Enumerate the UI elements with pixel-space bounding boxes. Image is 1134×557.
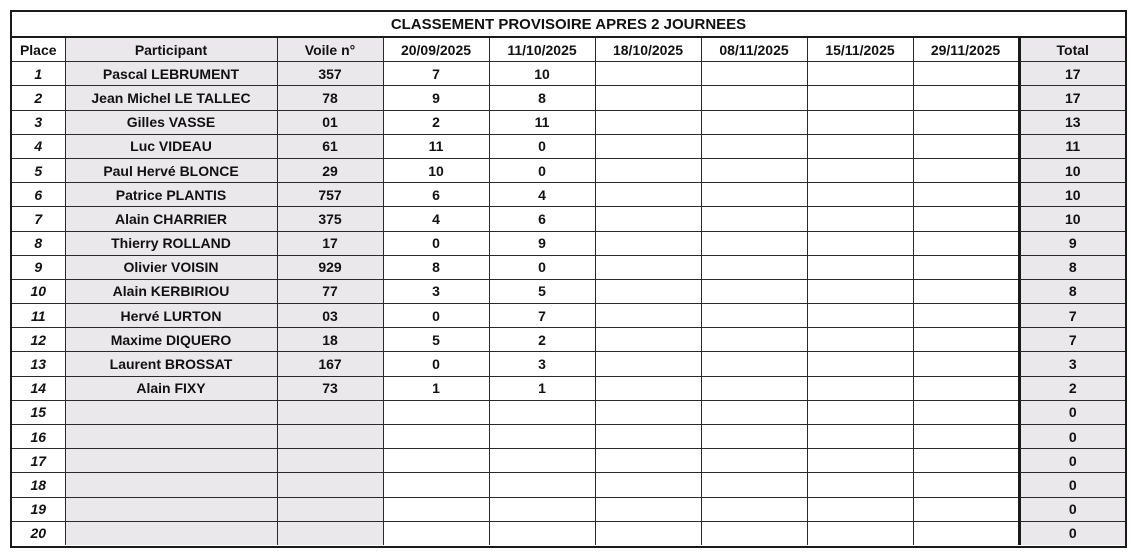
participant-cell: Thierry ROLLAND xyxy=(65,231,277,255)
total-cell: 9 xyxy=(1019,231,1125,255)
score-cell-date-1 xyxy=(383,521,489,545)
total-cell: 0 xyxy=(1019,473,1125,497)
score-cell-date-6 xyxy=(913,134,1019,158)
score-cell-date-2: 2 xyxy=(489,328,595,352)
score-cell-date-4 xyxy=(701,425,807,449)
score-cell-date-2: 4 xyxy=(489,183,595,207)
voile-cell: 757 xyxy=(277,183,383,207)
header-row xyxy=(12,38,1125,62)
score-cell-date-2 xyxy=(489,497,595,521)
table-row xyxy=(12,425,1125,449)
score-cell-date-1 xyxy=(383,425,489,449)
score-cell-date-1: 4 xyxy=(383,207,489,231)
voile-cell xyxy=(277,425,383,449)
place-cell: 8 xyxy=(12,231,65,255)
score-cell-date-1: 5 xyxy=(383,328,489,352)
score-cell-date-1: 11 xyxy=(383,134,489,158)
participant-cell xyxy=(65,521,277,545)
participant-cell: Paul Hervé BLONCE xyxy=(65,158,277,182)
score-cell-date-4 xyxy=(701,449,807,473)
score-cell-date-6 xyxy=(913,376,1019,400)
score-cell-date-3 xyxy=(595,304,701,328)
score-cell-date-6 xyxy=(913,400,1019,424)
score-cell-date-2: 0 xyxy=(489,158,595,182)
score-cell-date-4 xyxy=(701,255,807,279)
score-cell-date-4 xyxy=(701,328,807,352)
score-cell-date-6 xyxy=(913,86,1019,110)
place-cell: 9 xyxy=(12,255,65,279)
score-cell-date-2 xyxy=(489,449,595,473)
score-cell-date-3 xyxy=(595,521,701,545)
place-cell: 20 xyxy=(12,521,65,545)
table-row xyxy=(12,473,1125,497)
standings-sheet xyxy=(10,10,1127,548)
header-date-6: 29/11/2025 xyxy=(913,38,1019,62)
table-row xyxy=(12,86,1125,110)
total-cell: 13 xyxy=(1019,110,1125,134)
score-cell-date-1: 8 xyxy=(383,255,489,279)
score-cell-date-6 xyxy=(913,328,1019,352)
voile-cell xyxy=(277,400,383,424)
score-cell-date-1 xyxy=(383,400,489,424)
place-cell: 16 xyxy=(12,425,65,449)
place-cell: 12 xyxy=(12,328,65,352)
total-cell: 17 xyxy=(1019,86,1125,110)
score-cell-date-4 xyxy=(701,183,807,207)
participant-cell: Olivier VOISIN xyxy=(65,255,277,279)
table-row xyxy=(12,134,1125,158)
score-cell-date-5 xyxy=(807,158,913,182)
score-cell-date-5 xyxy=(807,134,913,158)
score-cell-date-3 xyxy=(595,352,701,376)
score-cell-date-5 xyxy=(807,449,913,473)
score-cell-date-4 xyxy=(701,231,807,255)
score-cell-date-2: 7 xyxy=(489,304,595,328)
score-cell-date-4 xyxy=(701,376,807,400)
total-cell: 10 xyxy=(1019,183,1125,207)
score-cell-date-5 xyxy=(807,183,913,207)
place-cell: 1 xyxy=(12,62,65,86)
total-cell: 0 xyxy=(1019,449,1125,473)
score-cell-date-6 xyxy=(913,473,1019,497)
total-cell: 0 xyxy=(1019,400,1125,424)
voile-cell: 18 xyxy=(277,328,383,352)
score-cell-date-3 xyxy=(595,231,701,255)
score-cell-date-5 xyxy=(807,497,913,521)
score-cell-date-3 xyxy=(595,207,701,231)
score-cell-date-2 xyxy=(489,425,595,449)
score-cell-date-5 xyxy=(807,328,913,352)
header-date-1: 20/09/2025 xyxy=(383,38,489,62)
participant-cell: Patrice PLANTIS xyxy=(65,183,277,207)
score-cell-date-6 xyxy=(913,304,1019,328)
score-cell-date-4 xyxy=(701,62,807,86)
voile-cell: 375 xyxy=(277,207,383,231)
participant-cell: Jean Michel LE TALLEC xyxy=(65,86,277,110)
table-row xyxy=(12,497,1125,521)
score-cell-date-5 xyxy=(807,425,913,449)
score-cell-date-3 xyxy=(595,425,701,449)
score-cell-date-1 xyxy=(383,497,489,521)
score-cell-date-1: 2 xyxy=(383,110,489,134)
header-place: Place xyxy=(12,38,65,62)
total-cell: 11 xyxy=(1019,134,1125,158)
score-cell-date-5 xyxy=(807,110,913,134)
voile-cell: 61 xyxy=(277,134,383,158)
score-cell-date-4 xyxy=(701,352,807,376)
score-cell-date-2 xyxy=(489,521,595,545)
sheet-title: CLASSEMENT PROVISOIRE APRES 2 JOURNEES xyxy=(12,12,1125,38)
voile-cell: 03 xyxy=(277,304,383,328)
score-cell-date-5 xyxy=(807,376,913,400)
participant-cell: Pascal LEBRUMENT xyxy=(65,62,277,86)
score-cell-date-3 xyxy=(595,376,701,400)
score-cell-date-5 xyxy=(807,207,913,231)
score-cell-date-4 xyxy=(701,134,807,158)
score-cell-date-4 xyxy=(701,473,807,497)
table-row xyxy=(12,231,1125,255)
participant-cell xyxy=(65,449,277,473)
score-cell-date-6 xyxy=(913,255,1019,279)
score-cell-date-4 xyxy=(701,497,807,521)
voile-cell: 929 xyxy=(277,255,383,279)
score-cell-date-1 xyxy=(383,473,489,497)
place-cell: 15 xyxy=(12,400,65,424)
total-cell: 8 xyxy=(1019,255,1125,279)
table-row xyxy=(12,110,1125,134)
score-cell-date-6 xyxy=(913,521,1019,545)
score-cell-date-2: 9 xyxy=(489,231,595,255)
total-cell: 0 xyxy=(1019,521,1125,545)
table-row xyxy=(12,207,1125,231)
place-cell: 7 xyxy=(12,207,65,231)
score-cell-date-1: 6 xyxy=(383,183,489,207)
score-cell-date-4 xyxy=(701,207,807,231)
score-cell-date-6 xyxy=(913,110,1019,134)
score-cell-date-4 xyxy=(701,86,807,110)
score-cell-date-6 xyxy=(913,207,1019,231)
participant-cell: Luc VIDEAU xyxy=(65,134,277,158)
standings-table xyxy=(12,38,1125,545)
total-cell: 17 xyxy=(1019,62,1125,86)
participant-cell xyxy=(65,400,277,424)
voile-cell: 29 xyxy=(277,158,383,182)
score-cell-date-6 xyxy=(913,183,1019,207)
total-cell: 8 xyxy=(1019,279,1125,303)
score-cell-date-4 xyxy=(701,400,807,424)
header-date-4: 08/11/2025 xyxy=(701,38,807,62)
total-cell: 7 xyxy=(1019,328,1125,352)
score-cell-date-5 xyxy=(807,400,913,424)
score-cell-date-3 xyxy=(595,279,701,303)
score-cell-date-2: 6 xyxy=(489,207,595,231)
score-cell-date-4 xyxy=(701,304,807,328)
header-date-2: 11/10/2025 xyxy=(489,38,595,62)
score-cell-date-3 xyxy=(595,255,701,279)
score-cell-date-2: 8 xyxy=(489,86,595,110)
place-cell: 4 xyxy=(12,134,65,158)
score-cell-date-2: 10 xyxy=(489,62,595,86)
score-cell-date-1 xyxy=(383,449,489,473)
total-cell: 2 xyxy=(1019,376,1125,400)
voile-cell xyxy=(277,473,383,497)
score-cell-date-6 xyxy=(913,449,1019,473)
score-cell-date-4 xyxy=(701,158,807,182)
place-cell: 18 xyxy=(12,473,65,497)
total-cell: 0 xyxy=(1019,425,1125,449)
score-cell-date-3 xyxy=(595,110,701,134)
score-cell-date-2: 0 xyxy=(489,134,595,158)
participant-cell xyxy=(65,425,277,449)
score-cell-date-5 xyxy=(807,255,913,279)
score-cell-date-6 xyxy=(913,352,1019,376)
score-cell-date-5 xyxy=(807,352,913,376)
score-cell-date-4 xyxy=(701,521,807,545)
participant-cell: Maxime DIQUERO xyxy=(65,328,277,352)
header-participant: Participant xyxy=(65,38,277,62)
score-cell-date-3 xyxy=(595,497,701,521)
score-cell-date-3 xyxy=(595,473,701,497)
score-cell-date-3 xyxy=(595,86,701,110)
place-cell: 10 xyxy=(12,279,65,303)
score-cell-date-3 xyxy=(595,449,701,473)
score-cell-date-1: 0 xyxy=(383,352,489,376)
score-cell-date-5 xyxy=(807,62,913,86)
score-cell-date-5 xyxy=(807,86,913,110)
voile-cell xyxy=(277,497,383,521)
score-cell-date-1: 10 xyxy=(383,158,489,182)
score-cell-date-1: 9 xyxy=(383,86,489,110)
score-cell-date-1: 7 xyxy=(383,62,489,86)
place-cell: 19 xyxy=(12,497,65,521)
header-total: Total xyxy=(1019,38,1125,62)
table-row xyxy=(12,158,1125,182)
header-date-3: 18/10/2025 xyxy=(595,38,701,62)
total-cell: 3 xyxy=(1019,352,1125,376)
score-cell-date-1: 1 xyxy=(383,376,489,400)
participant-cell xyxy=(65,497,277,521)
place-cell: 2 xyxy=(12,86,65,110)
score-cell-date-1: 0 xyxy=(383,231,489,255)
total-cell: 0 xyxy=(1019,497,1125,521)
score-cell-date-5 xyxy=(807,473,913,497)
participant-cell: Gilles VASSE xyxy=(65,110,277,134)
voile-cell: 357 xyxy=(277,62,383,86)
score-cell-date-2: 0 xyxy=(489,255,595,279)
score-cell-date-2 xyxy=(489,400,595,424)
place-cell: 5 xyxy=(12,158,65,182)
voile-cell: 78 xyxy=(277,86,383,110)
voile-cell: 17 xyxy=(277,231,383,255)
participant-cell: Alain FIXY xyxy=(65,376,277,400)
score-cell-date-4 xyxy=(701,279,807,303)
participant-cell: Alain KERBIRIOU xyxy=(65,279,277,303)
table-row xyxy=(12,279,1125,303)
score-cell-date-2: 1 xyxy=(489,376,595,400)
header-date-5: 15/11/2025 xyxy=(807,38,913,62)
total-cell: 10 xyxy=(1019,207,1125,231)
voile-cell: 167 xyxy=(277,352,383,376)
voile-cell: 01 xyxy=(277,110,383,134)
score-cell-date-3 xyxy=(595,158,701,182)
score-cell-date-5 xyxy=(807,279,913,303)
place-cell: 3 xyxy=(12,110,65,134)
table-row xyxy=(12,376,1125,400)
score-cell-date-6 xyxy=(913,425,1019,449)
place-cell: 6 xyxy=(12,183,65,207)
score-cell-date-5 xyxy=(807,304,913,328)
score-cell-date-6 xyxy=(913,497,1019,521)
table-row xyxy=(12,255,1125,279)
place-cell: 14 xyxy=(12,376,65,400)
score-cell-date-3 xyxy=(595,400,701,424)
participant-cell: Laurent BROSSAT xyxy=(65,352,277,376)
score-cell-date-4 xyxy=(701,110,807,134)
table-row xyxy=(12,400,1125,424)
header-voile: Voile n° xyxy=(277,38,383,62)
score-cell-date-1: 0 xyxy=(383,304,489,328)
table-row xyxy=(12,352,1125,376)
score-cell-date-2 xyxy=(489,473,595,497)
place-cell: 17 xyxy=(12,449,65,473)
score-cell-date-3 xyxy=(595,328,701,352)
participant-cell xyxy=(65,473,277,497)
table-row xyxy=(12,62,1125,86)
score-cell-date-3 xyxy=(595,134,701,158)
score-cell-date-6 xyxy=(913,279,1019,303)
table-row xyxy=(12,449,1125,473)
participant-cell: Hervé LURTON xyxy=(65,304,277,328)
table-row xyxy=(12,328,1125,352)
score-cell-date-1: 3 xyxy=(383,279,489,303)
participant-cell: Alain CHARRIER xyxy=(65,207,277,231)
score-cell-date-2: 11 xyxy=(489,110,595,134)
place-cell: 11 xyxy=(12,304,65,328)
score-cell-date-5 xyxy=(807,521,913,545)
score-cell-date-6 xyxy=(913,158,1019,182)
score-cell-date-2: 3 xyxy=(489,352,595,376)
voile-cell: 77 xyxy=(277,279,383,303)
table-row xyxy=(12,521,1125,545)
voile-cell xyxy=(277,521,383,545)
score-cell-date-5 xyxy=(807,231,913,255)
score-cell-date-6 xyxy=(913,231,1019,255)
table-row xyxy=(12,304,1125,328)
total-cell: 10 xyxy=(1019,158,1125,182)
voile-cell xyxy=(277,449,383,473)
score-cell-date-3 xyxy=(595,183,701,207)
score-cell-date-3 xyxy=(595,62,701,86)
place-cell: 13 xyxy=(12,352,65,376)
voile-cell: 73 xyxy=(277,376,383,400)
score-cell-date-2: 5 xyxy=(489,279,595,303)
score-cell-date-6 xyxy=(913,62,1019,86)
table-row xyxy=(12,183,1125,207)
total-cell: 7 xyxy=(1019,304,1125,328)
